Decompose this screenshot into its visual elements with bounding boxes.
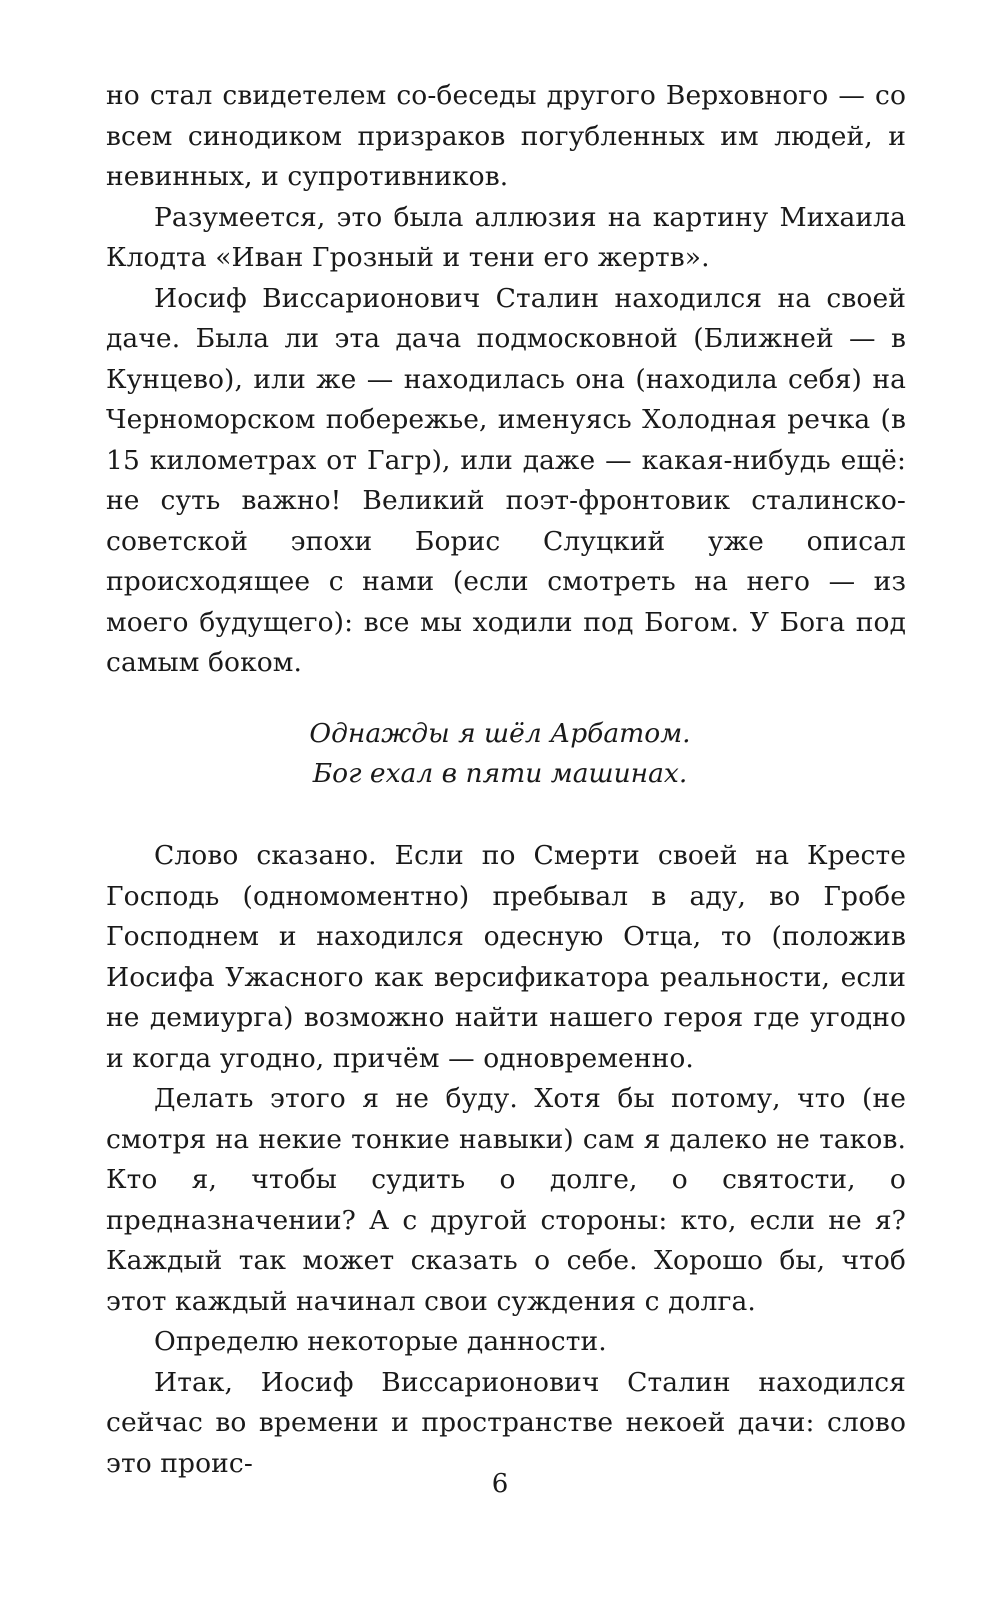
poem-line-2: Бог ехал в пяти машинах. <box>312 758 688 789</box>
text-block-top <box>106 76 906 684</box>
paragraph-continued: но стал свидетелем со-беседы другого Верховного — со всем синодиком призраков погубленных им людей, и невинных, и супротивников. <box>106 80 906 192</box>
text-block-bottom <box>106 836 906 1484</box>
paragraph-dacha: Иосиф Виссарионович Сталин находился на своей даче. Была ли эта дача подмосковной (Ближней — в Кунцево), или же — находилась она (находила себя) на Черноморском побережье, именуясь Холодная речка (в 15 километрах от Гагр), или даже — какая-нибудь ещё: не суть важно! Великий поэт-фронтовик сталинско-советской эпохи Борис Слуцкий уже описал происходящее с нами (если смотреть на него — из моего будущего): все мы ходили под Богом. У Бога под самым боком. <box>106 282 906 678</box>
paragraph-allusion: Разумеется, это была аллюзия на картину Михаила Клодта «Иван Грозный и тени его жертв». <box>106 201 906 273</box>
paragraph-givens: Определю некоторые данности. <box>154 1326 607 1357</box>
paragraph-i-wont: Делать этого я не буду. Хотя бы потому, что (не смотря на некие тонкие навыки) сам я далеко не таков. Кто я, чтобы судить о долге, о святости, о предназначении? А с другой стороны: кто, если не я? Каждый так может сказать о себе. Хорошо бы, чтоб этот каждый начинал свои суждения с долга. <box>106 1083 906 1317</box>
paragraph-so: Итак, Иосиф Виссарионович Сталин находился сейчас во времени и пространстве некоей дачи: слово это проис- <box>106 1366 906 1479</box>
poem-line-1: Однажды я шёл Арбатом. <box>309 718 691 749</box>
poem-quote <box>0 714 1000 794</box>
page-number: 6 <box>491 1469 509 1499</box>
paragraph-word-said: Слово сказано. Если по Смерти своей на Кресте Господь (одномоментно) пребывал в аду, во Гробе Господнем и находился одесную Отца, то (положив Иосифа Ужасного как версификатора реальности, если не демиурга) возможно найти нашего героя где угодно и когда угодно, причём — одновременно. <box>106 840 906 1074</box>
